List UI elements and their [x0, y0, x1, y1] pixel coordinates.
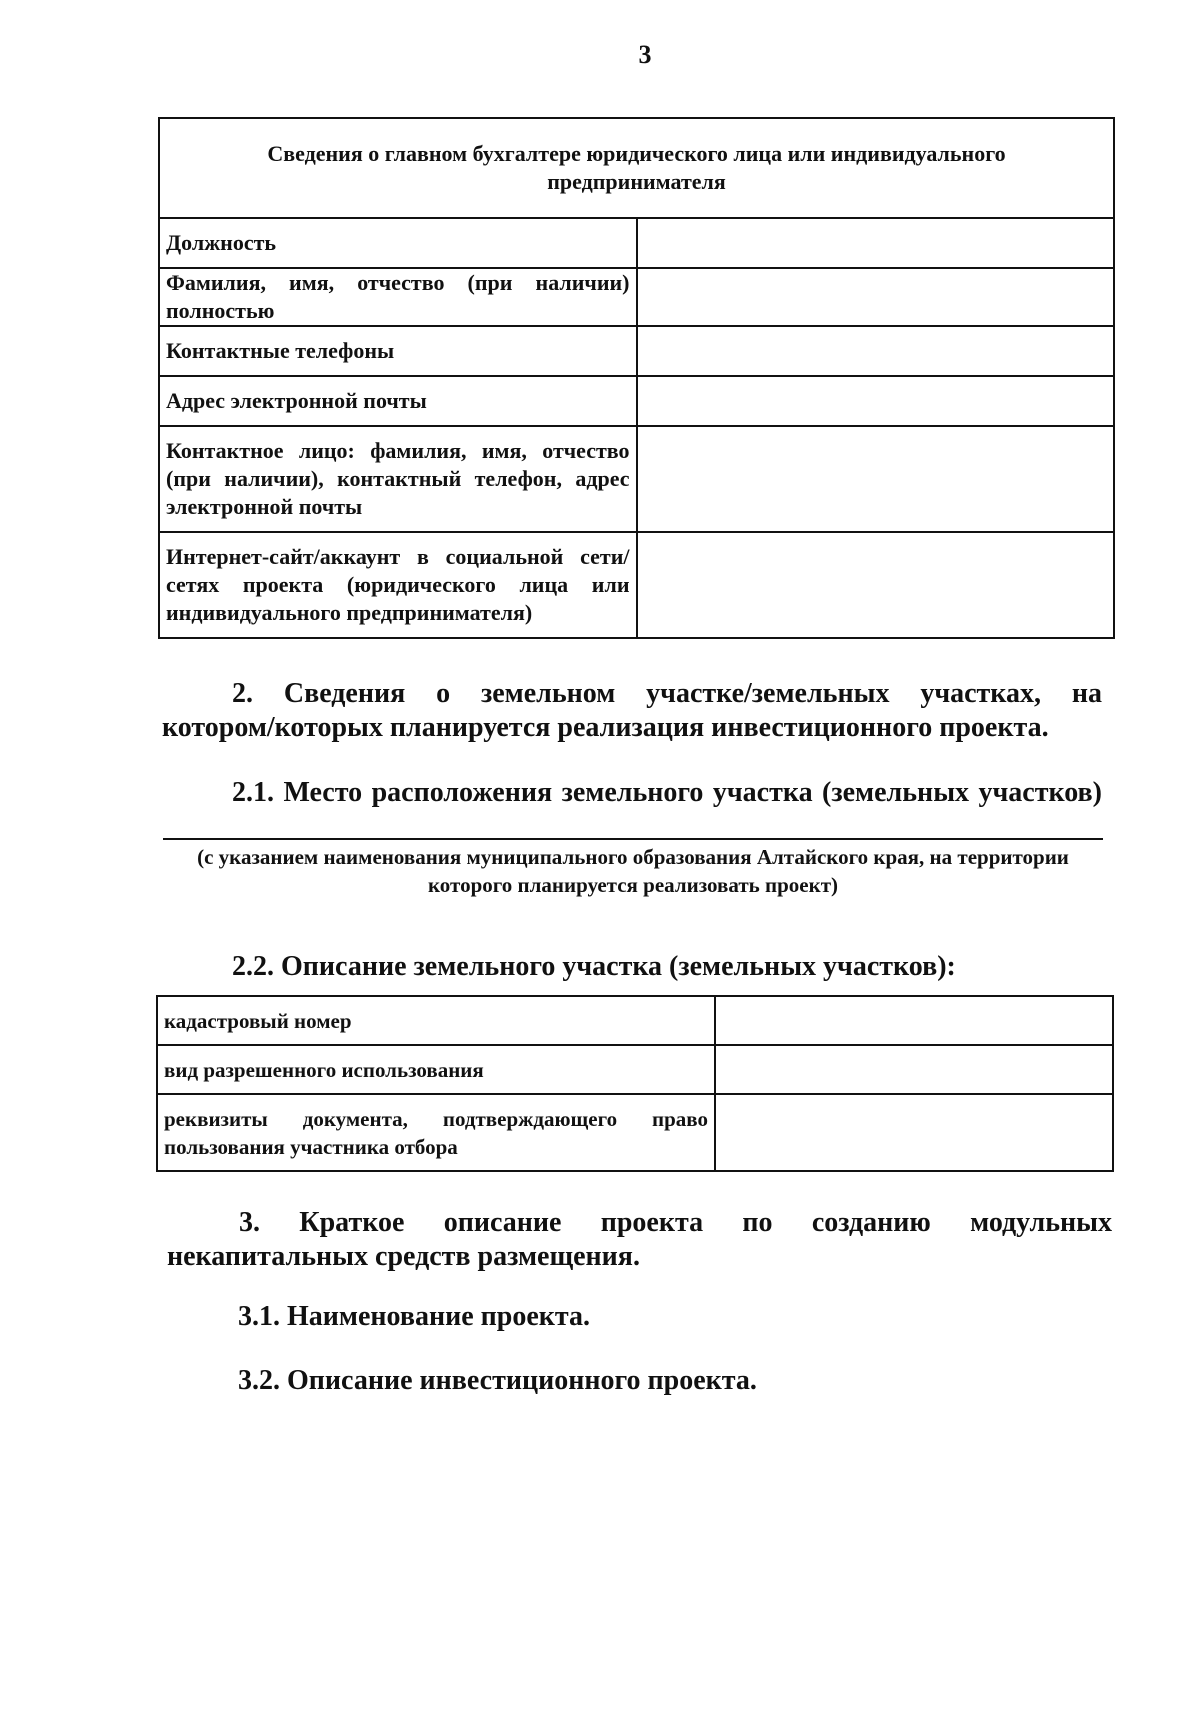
row-label-position: Должность — [159, 218, 637, 268]
page-number: 3 — [638, 40, 652, 69]
table-row — [159, 426, 1114, 532]
row-value-permitted-use[interactable] — [715, 1045, 1113, 1094]
table-header: Сведения о главном бухгалтере юридического лица или индивидуального предпринимателя — [159, 118, 1114, 218]
table-row — [157, 996, 1113, 1045]
table-row — [159, 218, 1114, 268]
fill-in-line — [163, 838, 1103, 840]
table-row — [157, 1094, 1113, 1171]
row-value-cadastral-number[interactable] — [715, 996, 1113, 1045]
row-label-cadastral-number: кадастровый номер — [157, 996, 715, 1045]
section-2-2-heading: 2.2. Описание земельного участка (земельных участков): — [232, 951, 956, 982]
row-label-email: Адрес электронной почты — [159, 376, 637, 426]
table-row — [159, 376, 1114, 426]
row-label-full-name: Фамилия, имя, отчество (при наличии) полностью — [159, 268, 637, 326]
section-3-1-heading: 3.1. Наименование проекта. — [238, 1301, 591, 1332]
row-label-permitted-use: вид разрешенного использования — [157, 1045, 715, 1094]
land-plot-table — [156, 995, 1114, 1172]
row-label-usage-rights-document: реквизиты документа, подтверждающего право пользования участника отбора — [157, 1094, 715, 1171]
chief-accountant-table — [158, 117, 1115, 639]
row-label-contact-person: Контактное лицо: фамилия, имя, отчество (при наличии), контактный телефон, адрес электронной почты — [159, 426, 637, 532]
row-value-position[interactable] — [637, 218, 1115, 268]
row-value-usage-rights-document[interactable] — [715, 1094, 1113, 1171]
row-value-contact-person[interactable] — [637, 426, 1115, 532]
row-value-full-name[interactable] — [637, 268, 1115, 326]
section-2-1-heading: 2.1. Место расположения земельного участка (земельных участков) — [232, 777, 1102, 808]
row-label-website: Интернет-сайт/аккаунт в социальной сети/сетях проекта (юридического лица или индивидуального предпринимателя) — [159, 532, 637, 638]
row-value-email[interactable] — [637, 376, 1115, 426]
section-3-heading: 3. Краткое описание проекта по созданию модульных некапитальных средств размещения. — [167, 1207, 1112, 1272]
section-3-2-heading: 3.2. Описание инвестиционного проекта. — [238, 1365, 757, 1396]
table-row — [159, 326, 1114, 376]
section-2-1-note: (с указанием наименования муниципального образования Алтайского края, на территории которого планируется реализовать проект) — [197, 845, 1069, 897]
table-row — [157, 1045, 1113, 1094]
section-2-heading-line2: котором/которых планируется реализация инвестиционного проекта. — [162, 712, 1049, 743]
table-row — [159, 532, 1114, 638]
row-label-phones: Контактные телефоны — [159, 326, 637, 376]
row-value-website[interactable] — [637, 532, 1115, 638]
section-2-heading-line1: 2. Сведения о земельном участке/земельных участках, на — [232, 678, 1102, 709]
row-value-phones[interactable] — [637, 326, 1115, 376]
table-row — [159, 268, 1114, 326]
